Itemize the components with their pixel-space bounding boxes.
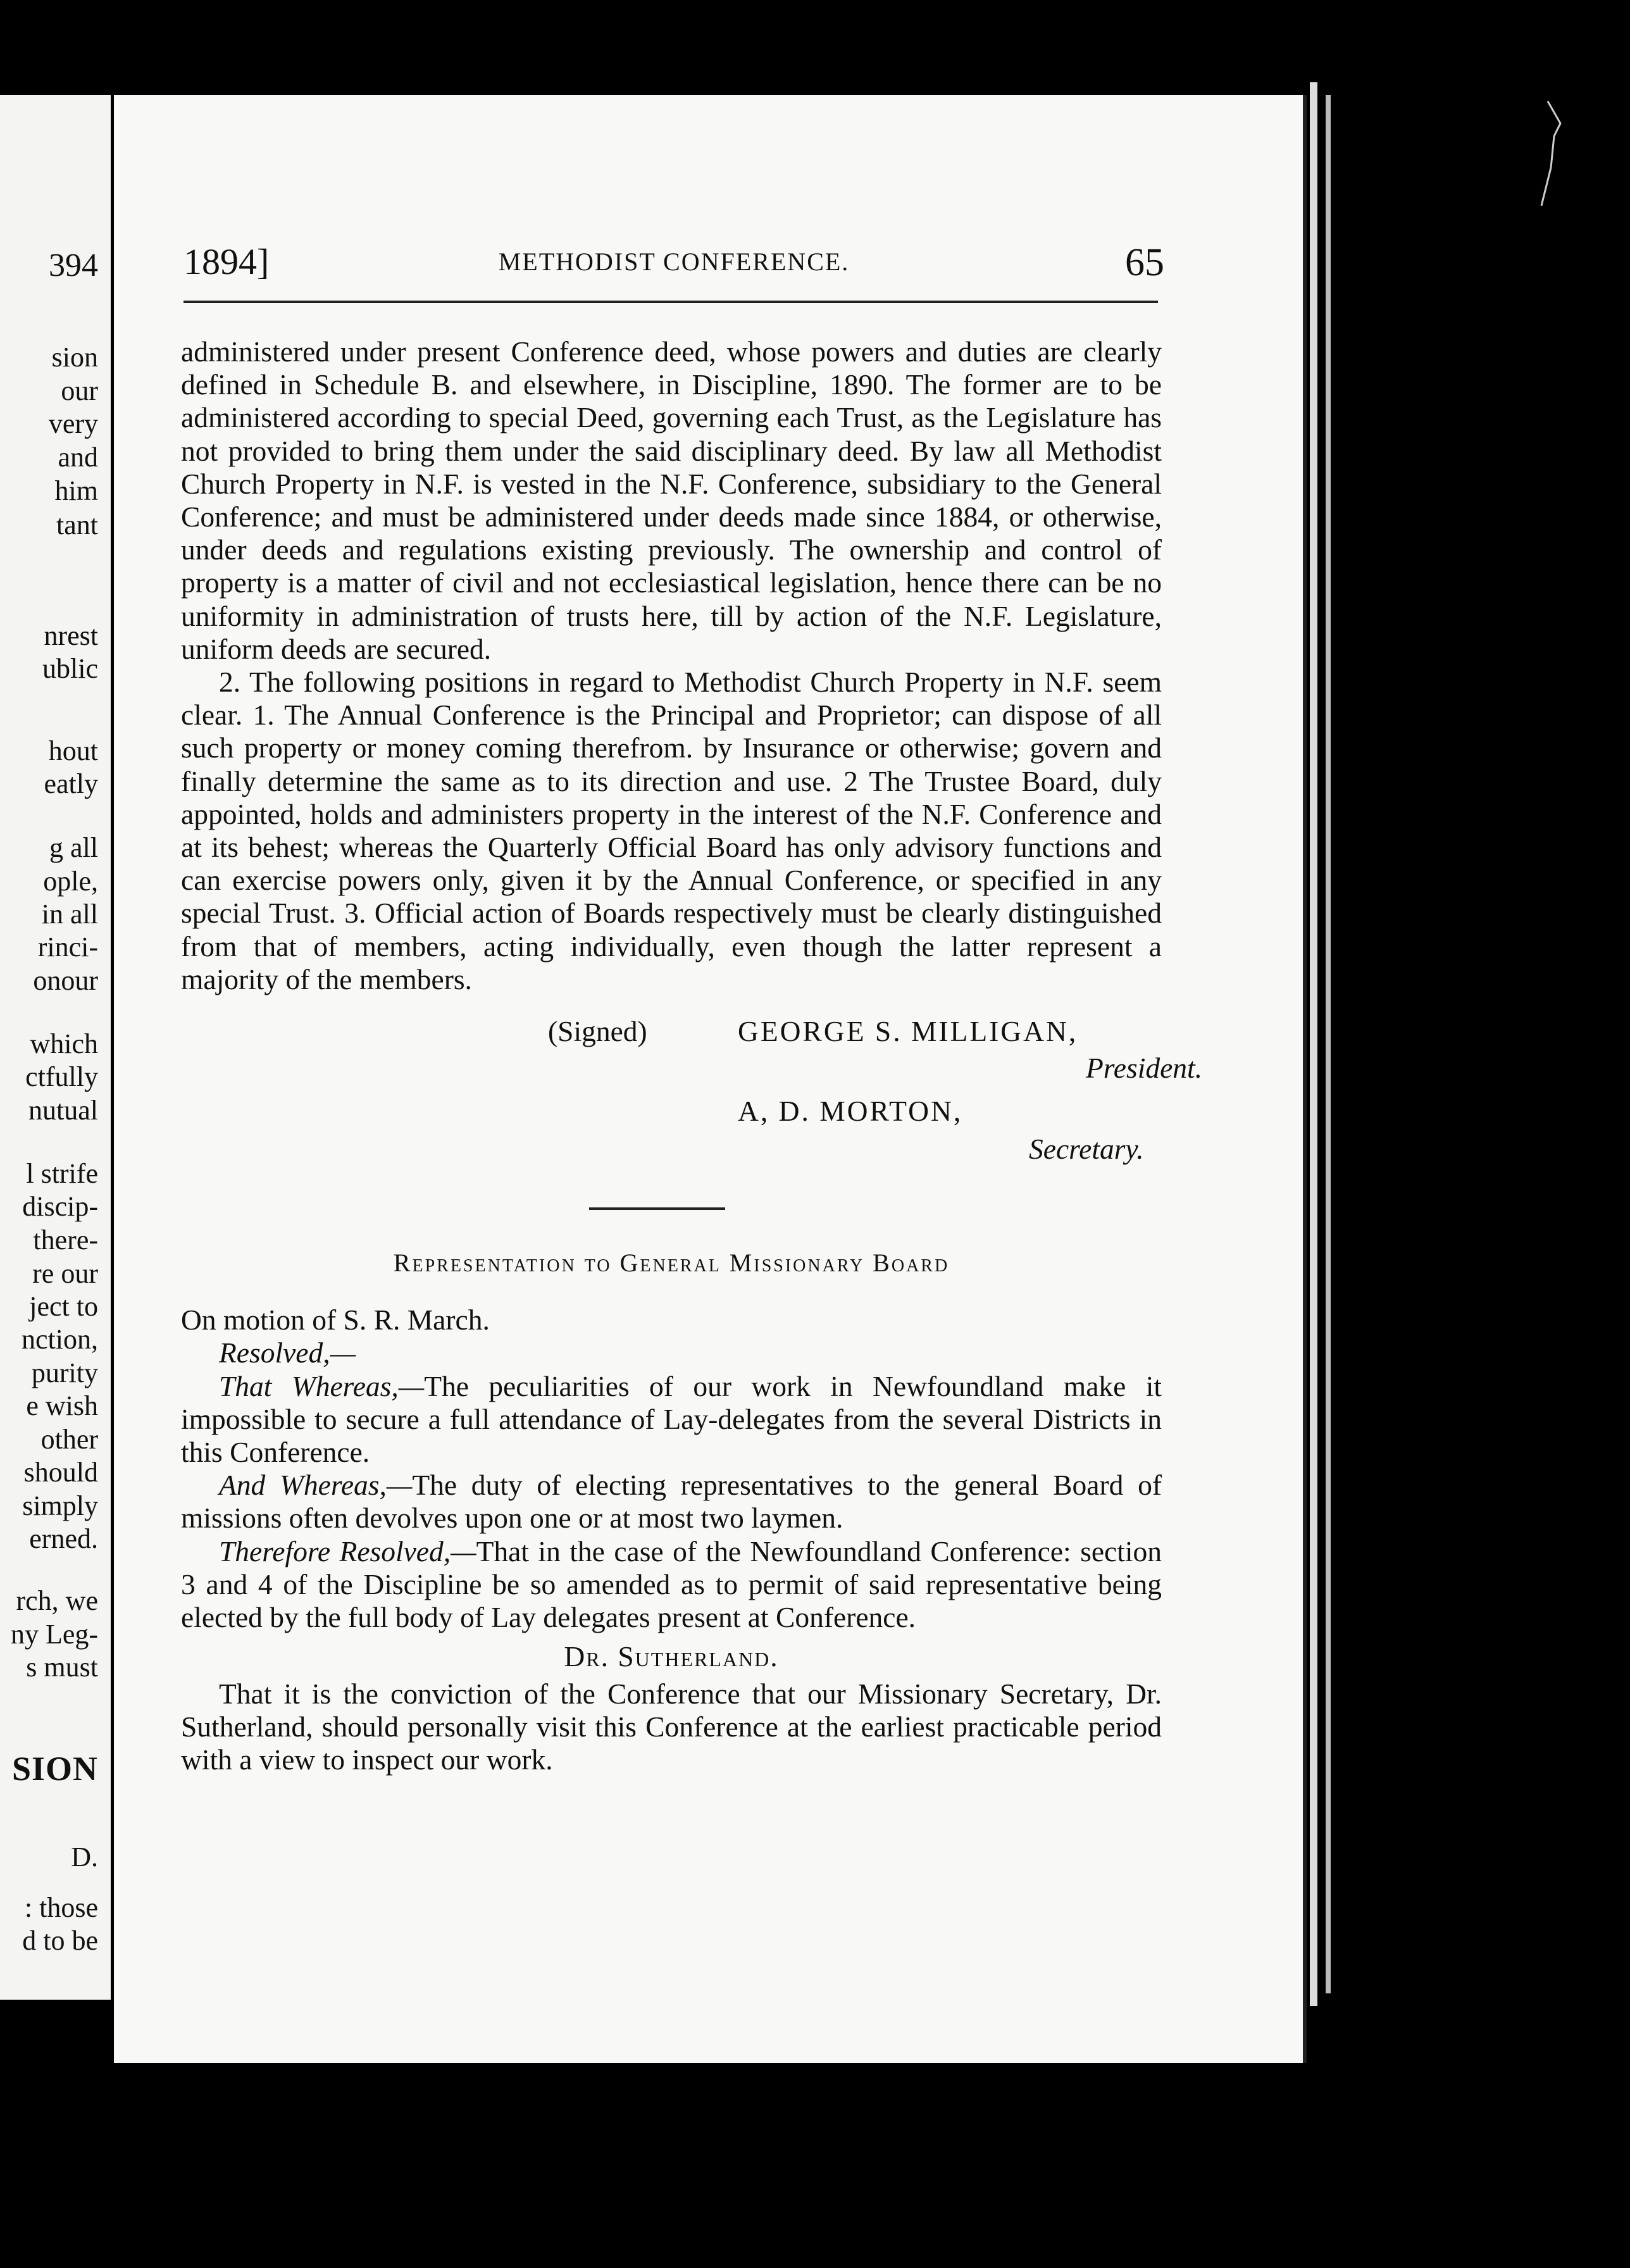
facing-page-text-fragment: him — [54, 475, 98, 506]
secretary-title: Secretary. — [1029, 1133, 1144, 1166]
facing-page-text-fragment: onour — [33, 965, 98, 996]
scan-mark-icon — [1535, 98, 1573, 212]
whereas-lead-2: And Whereas,— — [219, 1469, 413, 1502]
whereas-paragraph-2 — [181, 1469, 1162, 1535]
therefore-paragraph — [181, 1535, 1162, 1635]
facing-page-text-fragment: ny Leg- — [10, 1619, 98, 1650]
facing-page-text-fragment: other — [40, 1424, 98, 1455]
facing-page-text-fragment: in all — [41, 899, 98, 930]
facing-page-fragment — [0, 95, 111, 2000]
facing-page-text-fragment: simply — [22, 1490, 98, 1521]
facing-page-text-fragment: eatly — [44, 768, 98, 799]
facing-page-text-fragment: rch, we — [16, 1585, 98, 1616]
president-title-row — [181, 1052, 1203, 1087]
whereas-text-2: The duty of electing representatives to the general Board of missions often devolves upon one or at most two laymen. — [181, 1469, 1162, 1535]
facing-page-text-fragment: hout — [48, 735, 98, 766]
signature-row — [181, 1015, 1162, 1052]
facing-page-text-fragment: ctfully — [25, 1061, 98, 1092]
signed-label: (Signed) — [548, 1015, 647, 1048]
facing-page-text-fragment: there- — [33, 1224, 98, 1256]
facing-page-text-fragment: and — [58, 442, 98, 473]
header-rule — [184, 301, 1158, 303]
page-edge-strip — [1310, 82, 1317, 2006]
paragraph-continued: administered under present Conference deed, whose powers and duties are clearly defined in Schedule B. and elsewhere, in Discipline, 1890. The former are to be administered according to special Deed, governing each Trust, as the Legislature has not provided to bring them under the said disciplinary deed. By law all Methodist Church Property in N.F. is vested in the N.F. Conference, subsidiary to the General Conference; and must be administered under deeds made since 1884, or otherwise, under deeds and regulations existing previously. The ownership and control of property is a matter of civil and not ecclesiastical legislation, hence there can be no uniformity in administration of trusts here, till by action of the N.F. Legislature, uniform deeds are secured. — [181, 335, 1162, 665]
final-paragraph: That it is the conviction of the Conference that our Missionary Secretary, Dr. Sutherland, should personally visit this Conference at the earliest practicable period with a view to inspect our work. — [181, 1677, 1162, 1776]
facing-page-text-fragment: e wish — [26, 1390, 98, 1421]
secretary-title-row — [181, 1133, 1162, 1168]
president-title: President. — [1086, 1052, 1203, 1085]
secretary-name: A, D. MORTON, — [738, 1095, 963, 1128]
facing-page-text-fragment: nutual — [28, 1095, 98, 1126]
facing-page-text-fragment: g all — [49, 832, 98, 863]
facing-page-text-fragment: nrest — [44, 620, 98, 651]
facing-page-text-fragment: very — [48, 408, 98, 439]
resolved-line: Resolved,— — [219, 1336, 356, 1369]
facing-page-text-fragment: ople, — [43, 866, 98, 897]
facing-page-text-fragment: purity — [31, 1357, 98, 1388]
therefore-text: That in the case of the Newfoundland Conference: section 3 and 4 of the Discipline be so amended as to permit of said representative being elected by the full body of Lay delegates present at Conference. — [181, 1535, 1162, 1634]
page-number: 65 — [1125, 241, 1164, 284]
section-divider — [589, 1207, 725, 1210]
facing-page-text-fragment: re our — [32, 1258, 98, 1289]
subheading: Dr. Sutherland. — [564, 1640, 779, 1673]
page-body — [181, 335, 1203, 1776]
facing-page-text-fragment: discip- — [22, 1191, 98, 1222]
facing-page-text-fragment: 394 — [49, 247, 98, 284]
facing-page-text-fragment: ject to — [29, 1291, 98, 1322]
facing-page-text-fragment: our — [61, 375, 98, 406]
whereas-text-1: The peculiarities of our work in Newfoundland make it impossible to secure a full attendance of Lay-delegates from the several Districts in this Conference. — [181, 1369, 1162, 1469]
facing-page-text-fragment: l strife — [26, 1158, 98, 1189]
motion-line: On motion of S. R. March. — [181, 1304, 490, 1336]
section-heading: Representation to General Missionary Board — [393, 1249, 950, 1278]
facing-page-text-fragment: D. — [71, 1841, 98, 1872]
facing-page-text-fragment: SION — [11, 1750, 98, 1788]
facing-page-text-fragment: erned. — [29, 1523, 98, 1554]
book-page — [114, 95, 1307, 2063]
therefore-lead: Therefore Resolved,— — [219, 1535, 476, 1567]
whereas-paragraph-1 — [181, 1370, 1162, 1469]
secretary-row — [181, 1095, 1162, 1133]
facing-page-text-fragment: sion — [51, 342, 98, 373]
paragraph-positions: 2. The following positions in regard to Methodist Church Property in N.F. seem clear. 1. The Annual Conference is the Principal and Proprietor; can dispose of all such property or money coming therefrom. by Insurance or otherwise; govern and finally determine the same as to its direction and use. 2 The Trustee Board, duly appointed, holds and administers property in the interest of the N.F. Conference and at its behest; whereas the Quarterly Official Board has only advisory functions and can exercise powers only, given it by the Annual Conference, or specified in any special Trust. 3. Official action of Boards respectively must be clearly distinguished from that of members, acting individually, even though the latter represent a majority of the members. — [181, 666, 1162, 995]
whereas-lead-1: That Whereas,— — [219, 1369, 425, 1402]
facing-page-text-fragment: d to be — [22, 1925, 98, 1956]
running-head-year: 1894] — [184, 241, 270, 282]
president-name: GEORGE S. MILLIGAN, — [738, 1015, 1078, 1048]
facing-page-text-fragment: nction, — [22, 1324, 98, 1355]
facing-page-text-fragment: : those — [24, 1892, 98, 1923]
running-head-title: METHODIST CONFERENCE. — [498, 247, 850, 276]
facing-page-text-fragment: s must — [26, 1652, 98, 1683]
facing-page-text-fragment: ublic — [42, 653, 98, 684]
facing-page-text-fragment: which — [30, 1028, 98, 1059]
running-head — [184, 240, 1164, 297]
facing-page-text-fragment: should — [23, 1457, 98, 1488]
facing-page-text-fragment: tant — [56, 509, 98, 540]
facing-page-text-fragment: rinci- — [37, 932, 98, 963]
page-edge-strip-outer — [1326, 95, 1331, 1993]
